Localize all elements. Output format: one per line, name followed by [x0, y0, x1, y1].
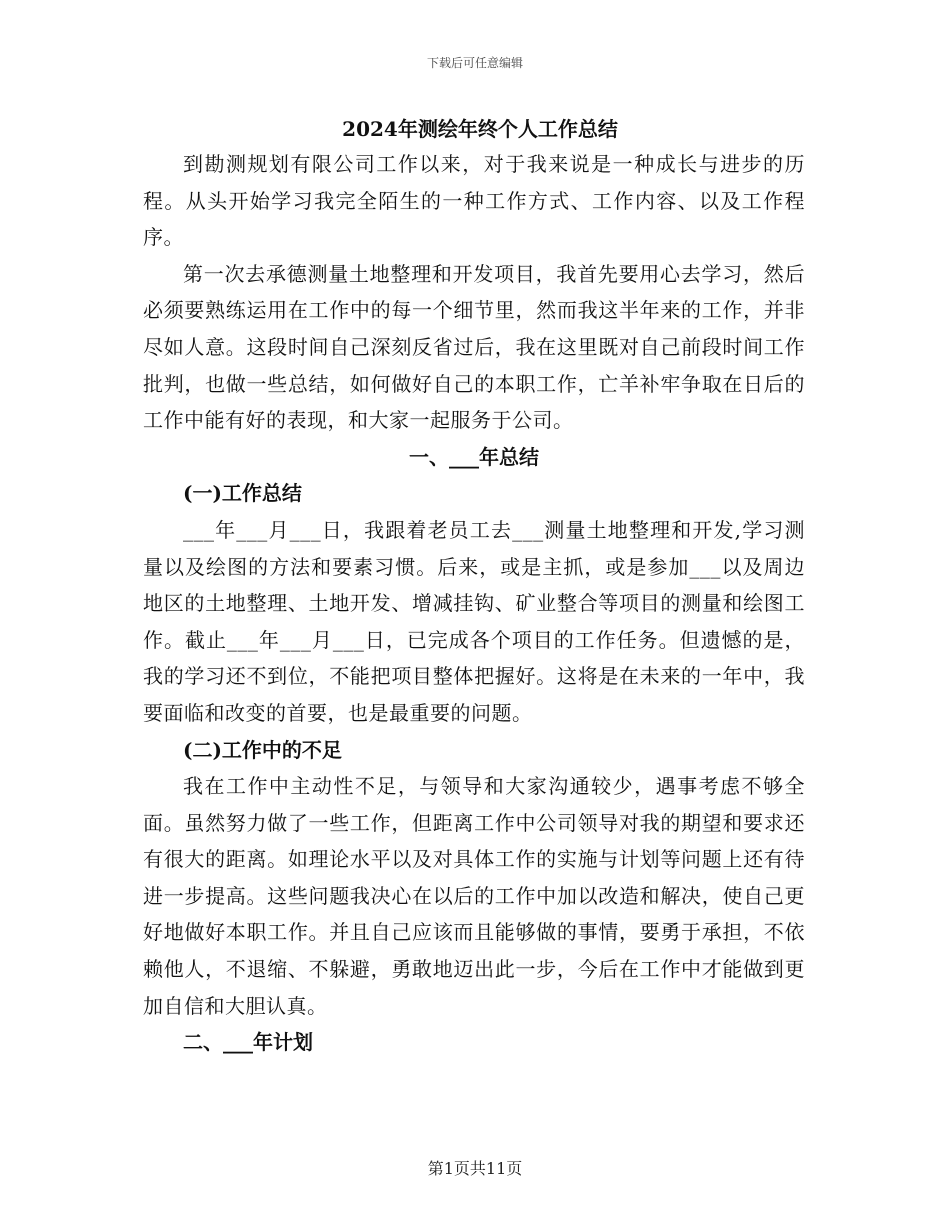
intro-paragraph-2: 第一次去承德测量土地整理和开发项目，我首先要用心去学习，然后必须要熟练运用在工作中的每一个细节里，然而我这半年来的工作，并非尽如人意。这段时间自己深刻反省过后，我在这里既对自己前段时间工作批判，也做一些总结，如何做好自己的本职工作，亡羊补牢争取在日后的工作中能有好的表现，和大家一起服务于公司。 — [143, 261, 805, 433]
page-footer: 第1页共11页 — [427, 1159, 523, 1178]
intro-paragraph-1: 到勘测规划有限公司工作以来，对于我来说是一种成长与进步的历程。从头开始学习我完全陌生的一种工作方式、工作内容、以及工作程序。 — [143, 152, 805, 250]
section-heading-summary: 一、___年总结 — [409, 444, 539, 469]
subsection-heading-work-summary: (一)工作总结 — [183, 481, 302, 506]
subsection-heading-shortcomings: (二)工作中的不足 — [183, 737, 342, 762]
shortcomings-paragraph: 我在工作中主动性不足，与领导和大家沟通较少，遇事考虑不够全面。虽然努力做了一些工作，但距离工作中公司领导对我的期望和要求还有很大的距离。如理论水平以及对具体工作的实施与计划等问题上还有待进一步提高。这些问题我决心在以后的工作中加以改造和解决，使自己更好地做好本职工作。并且自己应该而且能够做的事情，要勇于承担，不依赖他人，不退缩、不躲避，勇敢地迈出此一步，今后在工作中才能做到更加自信和大胆认真。 — [143, 774, 805, 1018]
page-header: 下载后可任意编辑 — [426, 56, 523, 70]
section-heading-plan: 二、___年计划 — [183, 1030, 313, 1055]
document-title: 2024年测绘年终个人工作总结 — [342, 117, 618, 141]
work-summary-paragraph: ___年___月___日，我跟着老员工去___测量土地整理和开发,学习测量以及绘图的方法和要素习惯。后来，或是主抓，或是参加___以及周边地区的土地整理、土地开发、增减挂钩、矿业整合等项目的测量和绘图工作。截止___年___月___日，已完成各个项目的工作任务。但遗憾的是，我的学习还不到位，不能把项目整体把握好。这将是在未来的一年中，我要面临和改变的首要，也是最重要的问题。 — [143, 517, 805, 725]
document-body — [143, 112, 805, 1061]
